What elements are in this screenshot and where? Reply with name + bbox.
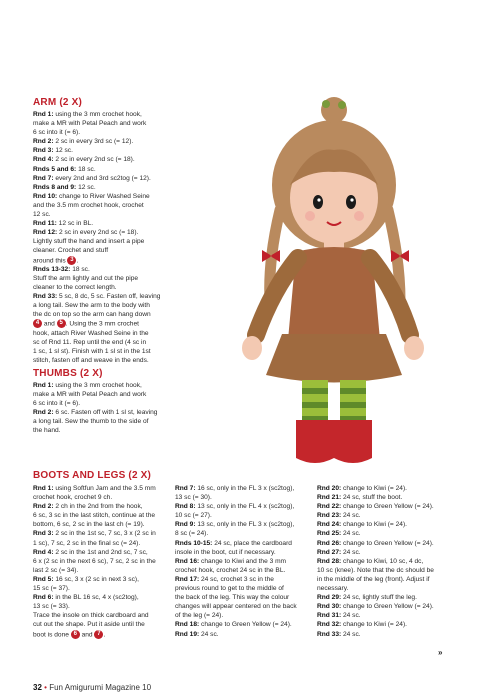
instruction-line <box>33 399 211 408</box>
instruction-text: cut out the shape. Put it aside until the <box>33 621 145 629</box>
instruction-text: last 2 sc (= 34). <box>33 566 79 574</box>
round-label: Rnd 26: <box>317 539 342 547</box>
instruction-line <box>175 611 315 620</box>
footer-dot: • <box>44 683 47 692</box>
round-label: Rnd 29: <box>317 594 342 602</box>
page-number: 32 <box>33 683 42 692</box>
instruction-text: hook, attach River Washed Seine in the <box>33 329 149 337</box>
round-label: Rnd 33: <box>33 293 58 301</box>
instruction-text: the back of the leg. This way the colour <box>175 594 290 602</box>
instruction-line <box>33 539 173 548</box>
instruction-line <box>175 502 315 511</box>
instruction-line <box>33 390 211 399</box>
instruction-line <box>33 301 211 310</box>
instruction-line <box>33 183 211 192</box>
instruction-text: 12 sc. <box>33 211 51 219</box>
round-label: Rnd 25: <box>317 530 342 538</box>
round-label: Rnd 31: <box>317 612 342 620</box>
round-label: Rnd 9: <box>175 521 196 529</box>
instruction-line <box>33 381 211 390</box>
instruction-line <box>317 520 457 529</box>
instruction-text: 1 sc, 1 sl st). Finish with 1 sl st in the 1st <box>33 347 151 355</box>
instruction-text: insole in the boot, cut if necessary. <box>175 548 276 556</box>
instruction-text: 2 sc in every 2nd sc (= 18). <box>57 229 139 237</box>
instruction-text: boot is done <box>33 630 71 638</box>
instruction-line <box>317 502 457 511</box>
round-label: Rnd 4: <box>33 548 54 556</box>
instruction-text: 24 sc. <box>341 630 361 638</box>
instruction-text: change to Kiwi (= 24). <box>341 521 407 529</box>
instruction-text: using Softfun Jam and the 3.5 mm <box>53 485 156 492</box>
instruction-line <box>33 493 173 502</box>
round-label: Rnd 8: <box>175 503 196 511</box>
round-label: Rnd 2: <box>33 503 54 511</box>
instruction-line <box>33 237 211 246</box>
round-label: Rnd 23: <box>317 512 342 520</box>
instruction-line <box>33 165 211 174</box>
instruction-line <box>33 620 173 629</box>
instruction-text: make a MR with Petal Peach and work <box>33 120 147 128</box>
instruction-line <box>33 584 173 593</box>
instruction-line <box>33 557 173 566</box>
instruction-line <box>33 274 211 283</box>
instruction-text: change to Kiwi and the 3 mm <box>199 557 287 565</box>
instruction-text: change to Green Yellow (= 24). <box>199 621 292 629</box>
round-label: Rnd 32: <box>317 621 342 629</box>
round-label: Rnd 28: <box>317 557 342 565</box>
round-label: Rnd 21: <box>317 494 342 502</box>
instruction-text: 16 sc, only in the FL 3 x (sc2tog), <box>195 485 295 492</box>
instruction-line <box>33 256 211 265</box>
instruction-text: make a MR with Petal Peach and work <box>33 391 147 399</box>
instruction-text: and <box>42 320 57 328</box>
boots-column-2 <box>175 484 315 639</box>
instruction-text: 12 sc. <box>76 183 96 191</box>
instruction-line <box>175 630 315 639</box>
instruction-text: 24 sc. <box>341 530 361 538</box>
step-badge: 3 <box>67 256 76 265</box>
continue-arrow: » <box>438 648 443 657</box>
instruction-line <box>175 484 315 493</box>
instruction-line <box>317 493 457 502</box>
instruction-line <box>175 584 315 593</box>
round-label: Rnd 22: <box>317 503 342 511</box>
round-label: Rnd 27: <box>317 548 342 556</box>
instruction-line <box>175 493 315 502</box>
instruction-text: 2 ch in the 2nd from the hook, <box>53 503 143 511</box>
instruction-text: cleaner. Crochet and stuff <box>33 247 109 255</box>
round-label: Rnds 13-32: <box>33 265 71 273</box>
arm-instructions <box>33 110 211 365</box>
instruction-line <box>33 119 211 128</box>
instruction-text: 18 sc. <box>70 265 90 273</box>
thumbs-section-title: THUMBS (2 X) <box>33 368 103 379</box>
round-label: Rnds 8 and 9: <box>33 183 77 191</box>
instruction-text: previous round to get to the middle of <box>175 585 284 593</box>
instruction-line <box>317 548 457 557</box>
instruction-text: 24 sc, stuff the boot. <box>341 494 403 502</box>
round-label: Rnds 10-15: <box>175 539 213 547</box>
step-badge: 7 <box>94 630 103 639</box>
round-label: Rnd 1: <box>33 111 54 118</box>
instruction-line <box>33 630 173 639</box>
instruction-text: the hand. <box>33 427 61 435</box>
round-label: Rnd 7: <box>33 174 54 182</box>
instruction-text: 12 sc. <box>53 147 73 155</box>
instruction-text: change to Green Yellow (= 24). <box>341 503 434 511</box>
round-label: Rnd 33: <box>317 630 342 638</box>
instruction-text: 6 sc into it (= 6). <box>33 129 81 137</box>
instruction-text: 13 sc (= 33). <box>33 603 70 611</box>
instruction-text: 2 sc in every 2nd sc (= 18). <box>53 156 135 164</box>
instruction-text: crochet hook, crochet 24 sc in the BL. <box>175 566 286 574</box>
instruction-text: 13 sc (= 30). <box>175 494 212 502</box>
instruction-line <box>175 529 315 538</box>
instruction-text: sc of Rnd 11. Rep until the end (4 sc in <box>33 338 147 346</box>
instruction-line <box>33 529 173 538</box>
instruction-text: a long tail. Sew the thumb to the side of <box>33 418 149 426</box>
instruction-line <box>317 611 457 620</box>
arm-section-title: ARM (2 X) <box>33 97 83 108</box>
instruction-text: change to Green Yellow (= 24). <box>341 539 434 547</box>
instruction-line <box>33 192 211 201</box>
instruction-line <box>175 593 315 602</box>
instruction-line <box>33 210 211 219</box>
instruction-text: 24 sc. <box>341 512 361 520</box>
round-label: Rnd 3: <box>33 530 54 538</box>
instruction-line <box>317 539 457 548</box>
round-label: Rnd 18: <box>175 621 200 629</box>
instruction-line <box>33 602 173 611</box>
instruction-text: 24 sc, crochet 3 sc in the <box>199 575 274 583</box>
instruction-line <box>317 575 457 584</box>
instruction-line <box>33 611 173 620</box>
instruction-text: around this <box>33 256 68 264</box>
instruction-line <box>33 292 211 301</box>
instruction-text: crochet hook, crochet 9 ch. <box>33 494 113 502</box>
instruction-text: a long tail. Sew the arm to the body with <box>33 302 150 310</box>
instruction-text: Trace the insole on thick cardboard and <box>33 612 149 620</box>
instruction-text: 13 sc, only in the FL 4 x (sc2tog), <box>195 503 295 511</box>
instruction-line <box>317 620 457 629</box>
instruction-text: stitch, fasten off and weave in the ends. <box>33 357 149 365</box>
instruction-text: change to River Washed Seine <box>57 192 150 200</box>
round-label: Rnd 17: <box>175 575 200 583</box>
instruction-line <box>33 174 211 183</box>
instruction-line <box>317 602 457 611</box>
instruction-text: necessary. <box>317 585 349 593</box>
round-label: Rnd 16: <box>175 557 200 565</box>
instruction-line <box>33 338 211 347</box>
instruction-line <box>33 110 211 119</box>
instruction-text: in the middle of the leg (front). Adjust if <box>317 575 430 583</box>
round-label: Rnd 12: <box>33 229 58 237</box>
instruction-text: cleaner to the correct length. <box>33 284 117 292</box>
instruction-text: 1 sc), 7 sc, 2 sc in the final sc (= 24). <box>33 539 141 547</box>
instruction-text: 2 sc in the 1st sc, 7 sc, 3 x (2 sc in <box>53 530 156 538</box>
instruction-line <box>33 356 211 365</box>
round-label: Rnd 2: <box>33 409 54 417</box>
instruction-text: using the 3 mm crochet hook, <box>53 382 142 389</box>
instruction-line <box>175 557 315 566</box>
round-label: Rnd 1: <box>33 382 54 389</box>
instruction-line <box>175 520 315 529</box>
instruction-line <box>33 228 211 237</box>
instruction-text: . Using the 3 mm crochet <box>65 320 139 328</box>
round-label: Rnd 20: <box>317 485 342 492</box>
page-footer <box>33 683 151 692</box>
instruction-text: every 2nd and 3rd sc2tog (= 12). <box>53 174 151 182</box>
instruction-line <box>33 310 211 319</box>
instruction-line <box>33 408 211 417</box>
instruction-text: 24 sc, place the cardboard <box>212 539 292 547</box>
instruction-text: 24 sc, lightly stuff the leg. <box>341 594 417 602</box>
instruction-text: 10 sc (= 27). <box>175 512 212 520</box>
instruction-text: . <box>103 630 106 638</box>
instruction-line <box>33 155 211 164</box>
instruction-text: and the 3.5 mm crochet hook, crochet <box>33 201 144 209</box>
instruction-line <box>33 347 211 356</box>
round-label: Rnd 5: <box>33 575 54 583</box>
instruction-line <box>33 128 211 137</box>
round-label: Rnd 6: <box>33 594 54 602</box>
instruction-line <box>33 593 173 602</box>
instruction-text: 2 sc in every 3rd sc (= 12). <box>53 138 134 146</box>
boots-column-3 <box>317 484 457 639</box>
instruction-text: change to Kiwi (= 24). <box>341 485 407 492</box>
instruction-line <box>317 529 457 538</box>
instruction-line <box>33 566 173 575</box>
instruction-line <box>33 548 173 557</box>
instruction-text: 15 sc (= 37). <box>33 585 70 593</box>
instruction-text: Stuff the arm lightly and cut the pipe <box>33 274 139 282</box>
instruction-text: bottom, 6 sc, 2 sc in the last ch (= 19). <box>33 521 145 529</box>
step-badge: 6 <box>71 630 80 639</box>
step-badge: 4 <box>33 319 42 328</box>
instruction-text: change to Green Yellow (= 24). <box>341 603 434 611</box>
instruction-line <box>33 146 211 155</box>
instruction-line <box>317 584 457 593</box>
instruction-line <box>33 575 173 584</box>
instruction-line <box>33 319 211 328</box>
instruction-line <box>33 219 211 228</box>
instruction-line <box>175 602 315 611</box>
instruction-text: 6 sc, 3 sc in the last stitch, continue at the <box>33 512 156 520</box>
instruction-text: 24 sc. <box>199 630 219 638</box>
instruction-text: 12 sc in BL. <box>56 220 94 228</box>
instruction-text: 8 sc (= 24). <box>175 530 209 538</box>
instruction-line <box>33 246 211 255</box>
instruction-text: 10 sc (knee). Note that the dc should be <box>317 566 434 574</box>
round-label: Rnd 4: <box>33 156 54 164</box>
instruction-text: the dc on top so the arm can hang down <box>33 311 151 319</box>
instruction-line <box>33 426 211 435</box>
round-label: Rnd 1: <box>33 485 54 492</box>
instruction-text: 24 sc. <box>341 612 361 620</box>
instruction-line <box>33 329 211 338</box>
round-label: Rnd 10: <box>33 192 58 200</box>
instruction-text: 6 sc. Fasten off with 1 sl st, leaving <box>53 409 158 417</box>
instruction-line <box>175 566 315 575</box>
instruction-text: . <box>76 256 79 264</box>
round-label: Rnd 2: <box>33 138 54 146</box>
round-label: Rnd 11: <box>33 220 57 228</box>
round-label: Rnd 19: <box>175 630 200 638</box>
instruction-text: using the 3 mm crochet hook, <box>53 111 142 118</box>
instruction-text: and <box>79 630 95 638</box>
instruction-text: 6 sc into it (= 6). <box>33 400 81 408</box>
magazine-title: Fun Amigurumi Magazine 10 <box>49 683 152 692</box>
instruction-line <box>33 265 211 274</box>
instruction-line <box>33 511 173 520</box>
instruction-line <box>317 630 457 639</box>
instruction-text: 24 sc. <box>341 548 361 556</box>
instruction-line <box>33 417 211 426</box>
instruction-line <box>33 137 211 146</box>
round-label: Rnd 3: <box>33 147 54 155</box>
instruction-text: 18 sc. <box>76 165 96 173</box>
round-label: Rnd 7: <box>175 485 196 492</box>
boots-column-1 <box>33 484 173 639</box>
boots-section-title: BOOTS AND LEGS (2 X) <box>33 470 152 481</box>
instruction-line <box>33 520 173 529</box>
round-label: Rnds 5 and 6: <box>33 165 77 173</box>
instruction-line <box>317 557 457 566</box>
instruction-line <box>33 484 173 493</box>
doll-photo <box>210 90 468 480</box>
instruction-text: 5 sc, 8 dc, 5 sc. Fasten off, leaving <box>57 293 161 301</box>
instruction-line <box>175 575 315 584</box>
instruction-line <box>33 502 173 511</box>
instruction-line <box>175 511 315 520</box>
instruction-line <box>317 484 457 493</box>
instruction-text: change to Kiwi, 10 sc, 4 dc, <box>341 557 424 565</box>
instruction-text: 16 sc, 3 x (2 sc in next 3 sc), <box>53 575 139 583</box>
instruction-text: changes will appear centered on the back <box>175 603 297 611</box>
instruction-line <box>175 548 315 557</box>
thumbs-instructions <box>33 381 211 436</box>
instruction-line <box>175 620 315 629</box>
instruction-line <box>33 283 211 292</box>
instruction-text: in the BL 16 sc, 4 x (sc2tog), <box>53 594 139 602</box>
instruction-text: change to Kiwi (= 24). <box>341 621 407 629</box>
round-label: Rnd 30: <box>317 603 342 611</box>
instruction-text: Lightly stuff the hand and insert a pipe <box>33 238 145 246</box>
instruction-line <box>33 201 211 210</box>
instruction-text: 2 sc in the 1st and 2nd sc, 7 sc, <box>53 548 148 556</box>
round-label: Rnd 24: <box>317 521 342 529</box>
instruction-line <box>175 539 315 548</box>
step-badge: 5 <box>57 319 66 328</box>
instruction-text: 13 sc, only in the FL 3 x (sc2tog), <box>195 521 295 529</box>
instruction-text: 6 x (2 sc in the next 6 sc), 7 sc, 2 sc in the <box>33 557 156 565</box>
instruction-line <box>317 566 457 575</box>
instruction-text: of the leg (= 24). <box>175 612 224 620</box>
instruction-line <box>317 511 457 520</box>
instruction-line <box>317 593 457 602</box>
